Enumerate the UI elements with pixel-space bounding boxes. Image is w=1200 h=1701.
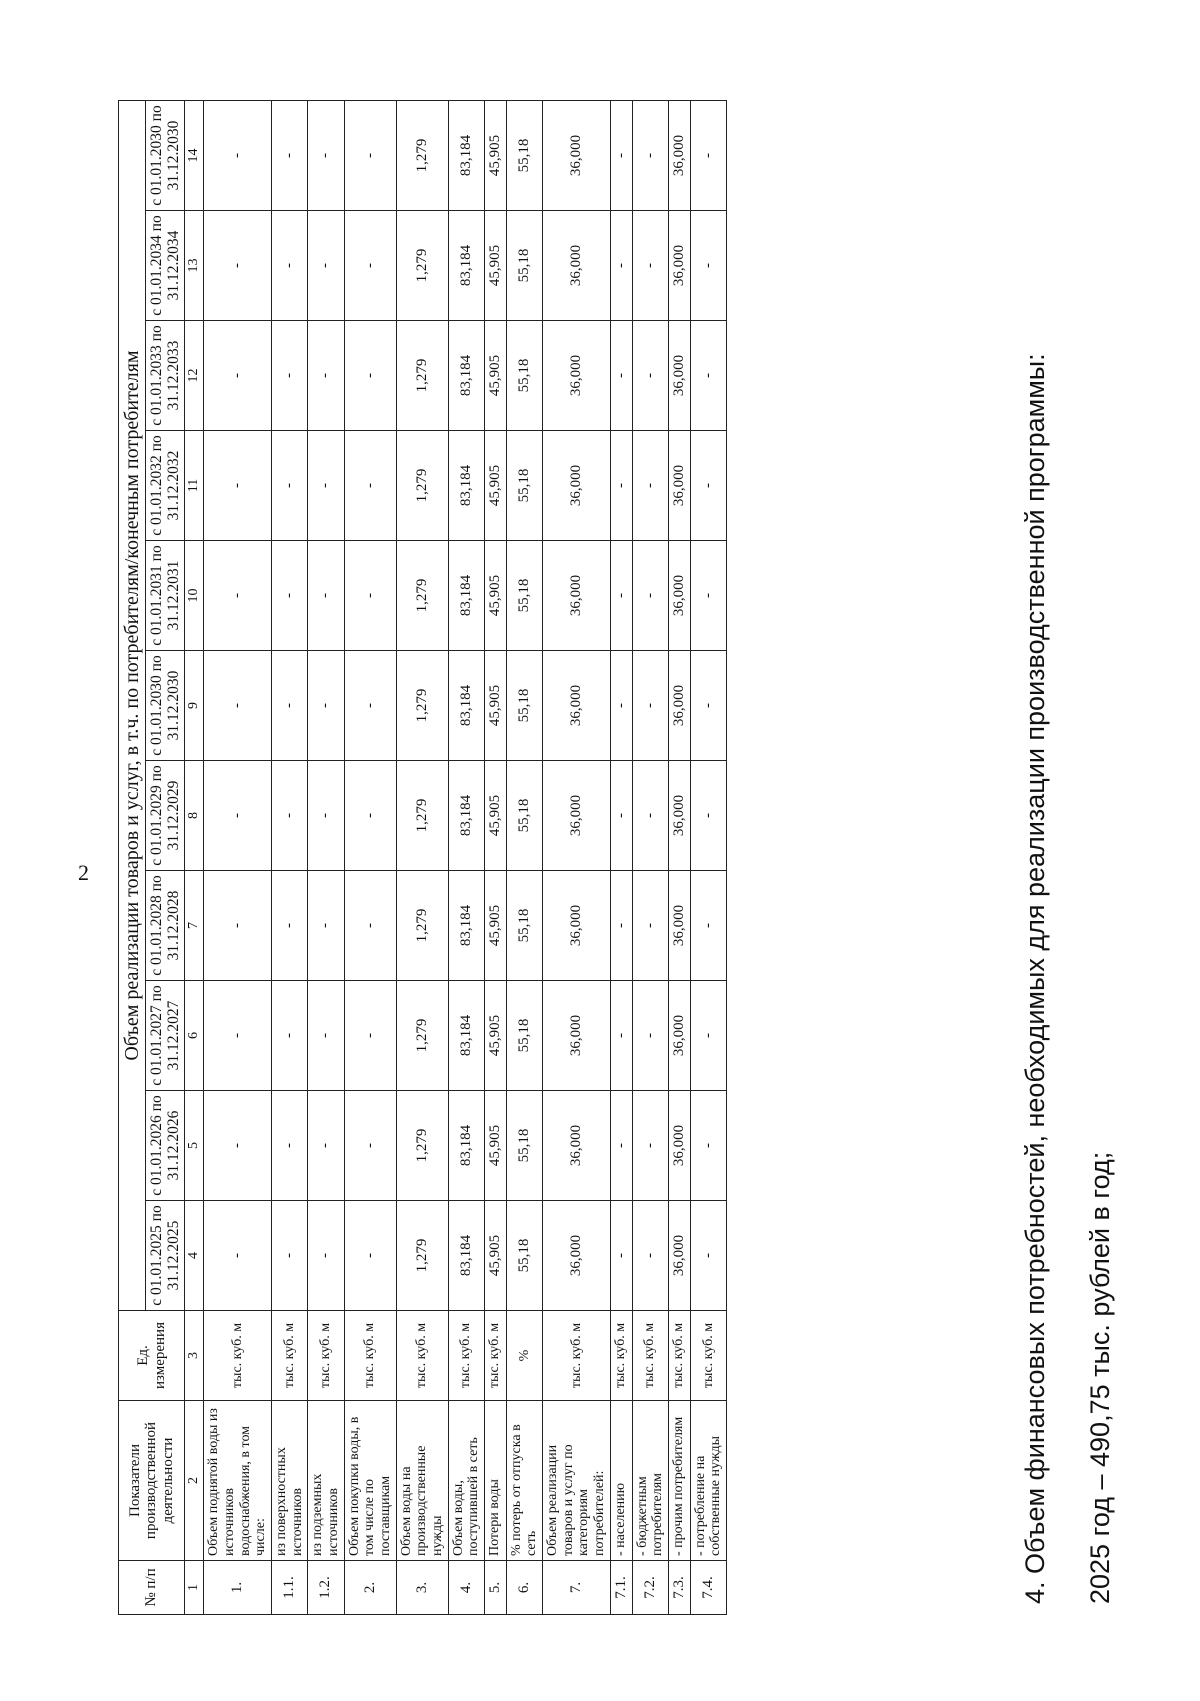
value-cell: 45,905 bbox=[484, 431, 506, 541]
value-cell: - bbox=[632, 431, 668, 541]
value-cell: - bbox=[271, 100, 307, 210]
value-cell: 36,000 bbox=[668, 211, 690, 321]
value-cell: 36,000 bbox=[543, 100, 611, 210]
row-number: 7.4. bbox=[690, 1561, 726, 1615]
value-cell: - bbox=[204, 651, 272, 761]
value-cell: - bbox=[690, 1091, 726, 1201]
value-cell: 83,184 bbox=[448, 541, 484, 651]
period-header: с 01.01.2030 по 31.12.2030 bbox=[146, 651, 185, 761]
period-header: с 01.01.2031 по 31.12.2031 bbox=[146, 541, 185, 651]
table-body bbox=[204, 100, 727, 1614]
value-cell: - bbox=[308, 211, 344, 321]
value-cell: - bbox=[610, 100, 632, 210]
column-number: 10 bbox=[185, 541, 204, 651]
column-number: 8 bbox=[185, 761, 204, 871]
row-label: - прочим потребителям bbox=[668, 1401, 690, 1561]
value-cell: 83,184 bbox=[448, 431, 484, 541]
value-cell: - bbox=[271, 431, 307, 541]
value-cell: - bbox=[632, 871, 668, 981]
row-label: Объем воды, поступившей в сеть bbox=[448, 1401, 484, 1561]
value-cell: 36,000 bbox=[543, 871, 611, 981]
column-number: 7 bbox=[185, 871, 204, 981]
column-number: 4 bbox=[185, 1201, 204, 1311]
value-cell: 1,279 bbox=[396, 321, 448, 431]
value-cell: 55,18 bbox=[506, 431, 542, 541]
value-cell: - bbox=[344, 761, 396, 871]
value-cell: - bbox=[344, 981, 396, 1091]
value-cell: 45,905 bbox=[484, 981, 506, 1091]
value-cell: 45,905 bbox=[484, 651, 506, 761]
header-volume-group: Объем реализации товаров и услуг, в т.ч. по потребителям/конечным потребителям bbox=[119, 100, 146, 1310]
value-cell: - bbox=[690, 431, 726, 541]
value-cell: 45,905 bbox=[484, 211, 506, 321]
value-cell: 1,279 bbox=[396, 651, 448, 761]
value-cell: - bbox=[632, 651, 668, 761]
value-cell: 55,18 bbox=[506, 1201, 542, 1311]
period-header: с 01.01.2025 по 31.12.2025 bbox=[146, 1201, 185, 1311]
value-cell: - bbox=[610, 541, 632, 651]
value-cell: - bbox=[344, 1091, 396, 1201]
value-cell: 36,000 bbox=[668, 431, 690, 541]
value-cell: 36,000 bbox=[543, 431, 611, 541]
row-number: 5. bbox=[484, 1561, 506, 1615]
value-cell: 1,279 bbox=[396, 431, 448, 541]
header-indicator: Показатели производственной деятельности bbox=[119, 1401, 185, 1561]
row-label: Объем реализации товаров и услуг по категориям потребителей: bbox=[543, 1401, 611, 1561]
column-number: 12 bbox=[185, 321, 204, 431]
value-cell: 1,279 bbox=[396, 981, 448, 1091]
column-number: 9 bbox=[185, 651, 204, 761]
value-cell: - bbox=[204, 321, 272, 431]
value-cell: - bbox=[610, 871, 632, 981]
value-cell: - bbox=[308, 100, 344, 210]
value-cell: 36,000 bbox=[668, 761, 690, 871]
value-cell: - bbox=[690, 871, 726, 981]
value-cell: - bbox=[308, 651, 344, 761]
row-number: 4. bbox=[448, 1561, 484, 1615]
value-cell: - bbox=[204, 431, 272, 541]
value-cell: - bbox=[308, 321, 344, 431]
value-cell: 45,905 bbox=[484, 1201, 506, 1311]
value-cell: 1,279 bbox=[396, 541, 448, 651]
row-unit: тыс. куб. м bbox=[484, 1311, 506, 1401]
row-unit: тыс. куб. м bbox=[204, 1311, 272, 1401]
period-header: с 01.01.2029 по 31.12.2029 bbox=[146, 761, 185, 871]
row-number: 1.1. bbox=[271, 1561, 307, 1615]
value-cell: 45,905 bbox=[484, 100, 506, 210]
value-cell: - bbox=[308, 541, 344, 651]
value-cell: 1,279 bbox=[396, 761, 448, 871]
value-cell: - bbox=[204, 1201, 272, 1311]
value-cell: - bbox=[271, 651, 307, 761]
rotated-page-content bbox=[0, 90, 1200, 1640]
column-number: 6 bbox=[185, 981, 204, 1091]
row-unit: тыс. куб. м bbox=[610, 1311, 632, 1401]
value-cell: - bbox=[632, 541, 668, 651]
value-cell: - bbox=[204, 761, 272, 871]
value-cell: 55,18 bbox=[506, 211, 542, 321]
value-cell: - bbox=[632, 100, 668, 210]
section-heading: 4. Объем финансовых потребностей, необходимых для реализации производственной программы: bbox=[1020, 353, 1050, 1604]
value-cell: - bbox=[204, 871, 272, 981]
row-label: из подземных источников bbox=[308, 1401, 344, 1561]
row-number: 1. bbox=[204, 1561, 272, 1615]
table-row bbox=[396, 100, 448, 1614]
value-cell: - bbox=[308, 1201, 344, 1311]
value-cell: 83,184 bbox=[448, 761, 484, 871]
row-number: 3. bbox=[396, 1561, 448, 1615]
period-header: с 01.01.2027 по 31.12.2027 bbox=[146, 981, 185, 1091]
value-cell: - bbox=[610, 761, 632, 871]
production-indicators-table bbox=[118, 100, 727, 1615]
value-cell: - bbox=[271, 981, 307, 1091]
header-unit: Ед. измерения bbox=[119, 1311, 185, 1401]
row-label: из поверхностных источников bbox=[271, 1401, 307, 1561]
value-cell: 83,184 bbox=[448, 651, 484, 761]
period-header: с 01.01.2032 по 31.12.2032 bbox=[146, 431, 185, 541]
value-cell: 45,905 bbox=[484, 761, 506, 871]
value-cell: - bbox=[632, 1201, 668, 1311]
value-cell: - bbox=[308, 431, 344, 541]
value-cell: - bbox=[204, 100, 272, 210]
value-cell: 45,905 bbox=[484, 541, 506, 651]
value-cell: 55,18 bbox=[506, 1091, 542, 1201]
value-cell: - bbox=[204, 541, 272, 651]
period-header: с 01.01.2033 по 31.12.2033 bbox=[146, 321, 185, 431]
table-row bbox=[448, 100, 484, 1614]
value-cell: - bbox=[690, 981, 726, 1091]
value-cell: 36,000 bbox=[668, 321, 690, 431]
value-cell: - bbox=[308, 871, 344, 981]
value-cell: 55,18 bbox=[506, 321, 542, 431]
table-row bbox=[632, 100, 668, 1614]
value-cell: 55,18 bbox=[506, 761, 542, 871]
value-cell: - bbox=[344, 321, 396, 431]
value-cell: 83,184 bbox=[448, 981, 484, 1091]
column-number: 11 bbox=[185, 431, 204, 541]
period-header: с 01.01.2026 по 31.12.2026 bbox=[146, 1091, 185, 1201]
value-cell: 55,18 bbox=[506, 981, 542, 1091]
value-cell: 1,279 bbox=[396, 871, 448, 981]
row-label: Потери воды bbox=[484, 1401, 506, 1561]
value-cell: 36,000 bbox=[543, 211, 611, 321]
value-cell: - bbox=[610, 981, 632, 1091]
value-cell: - bbox=[690, 1201, 726, 1311]
value-cell: 83,184 bbox=[448, 871, 484, 981]
value-cell: 83,184 bbox=[448, 1201, 484, 1311]
value-cell: - bbox=[271, 321, 307, 431]
value-cell: - bbox=[271, 1091, 307, 1201]
row-unit: % bbox=[506, 1311, 542, 1401]
value-cell: - bbox=[204, 211, 272, 321]
table-row bbox=[308, 100, 344, 1614]
value-cell: - bbox=[632, 321, 668, 431]
row-number: 7.3. bbox=[668, 1561, 690, 1615]
row-label: Объем воды на производственные нужды bbox=[396, 1401, 448, 1561]
value-cell: - bbox=[610, 651, 632, 761]
row-unit: тыс. куб. м bbox=[690, 1311, 726, 1401]
value-cell: 36,000 bbox=[668, 1091, 690, 1201]
period-header: с 01.01.2034 по 31.12.2034 bbox=[146, 211, 185, 321]
value-cell: 83,184 bbox=[448, 1091, 484, 1201]
table-row bbox=[271, 100, 307, 1614]
row-label: - населению bbox=[610, 1401, 632, 1561]
value-cell: - bbox=[632, 211, 668, 321]
row-label: - бюджетным потребителям bbox=[632, 1401, 668, 1561]
value-cell: - bbox=[632, 981, 668, 1091]
row-unit: тыс. куб. м bbox=[632, 1311, 668, 1401]
value-cell: 36,000 bbox=[668, 651, 690, 761]
value-cell: 1,279 bbox=[396, 100, 448, 210]
value-cell: 1,279 bbox=[396, 211, 448, 321]
value-cell: - bbox=[690, 100, 726, 210]
value-cell: - bbox=[344, 100, 396, 210]
column-number: 3 bbox=[185, 1311, 204, 1401]
value-cell: 36,000 bbox=[543, 651, 611, 761]
value-cell: - bbox=[271, 761, 307, 871]
value-cell: 36,000 bbox=[543, 541, 611, 651]
value-cell: - bbox=[344, 211, 396, 321]
table-row bbox=[690, 100, 726, 1614]
value-cell: 36,000 bbox=[543, 321, 611, 431]
value-cell: - bbox=[204, 1091, 272, 1201]
value-cell: 83,184 bbox=[448, 211, 484, 321]
table-row bbox=[344, 100, 396, 1614]
row-number: 2. bbox=[344, 1561, 396, 1615]
value-cell: - bbox=[690, 321, 726, 431]
value-cell: - bbox=[690, 651, 726, 761]
value-cell: - bbox=[271, 211, 307, 321]
value-cell: 36,000 bbox=[668, 541, 690, 651]
column-number: 1 bbox=[185, 1561, 204, 1615]
value-cell: 36,000 bbox=[543, 981, 611, 1091]
table-row bbox=[543, 100, 611, 1614]
row-number: 7. bbox=[543, 1561, 611, 1615]
value-cell: - bbox=[632, 761, 668, 871]
value-cell: - bbox=[610, 431, 632, 541]
row-unit: тыс. куб. м bbox=[396, 1311, 448, 1401]
row-unit: тыс. куб. м bbox=[344, 1311, 396, 1401]
column-number: 14 bbox=[185, 100, 204, 210]
row-unit: тыс. куб. м bbox=[271, 1311, 307, 1401]
value-cell: - bbox=[632, 1091, 668, 1201]
value-cell: - bbox=[344, 431, 396, 541]
value-cell: 36,000 bbox=[668, 100, 690, 210]
column-number: 13 bbox=[185, 211, 204, 321]
value-cell: 36,000 bbox=[668, 981, 690, 1091]
value-cell: 55,18 bbox=[506, 651, 542, 761]
row-label: Объем поднятой воды из источников водоснабжения, в том числе: bbox=[204, 1401, 272, 1561]
value-cell: - bbox=[690, 761, 726, 871]
row-label: Объем покупки воды, в том числе по поставщикам bbox=[344, 1401, 396, 1561]
value-cell: 83,184 bbox=[448, 321, 484, 431]
value-cell: - bbox=[610, 1091, 632, 1201]
value-cell: 36,000 bbox=[668, 871, 690, 981]
value-cell: 55,18 bbox=[506, 541, 542, 651]
value-cell: - bbox=[610, 211, 632, 321]
value-cell: - bbox=[344, 541, 396, 651]
value-cell: - bbox=[610, 1201, 632, 1311]
table-row bbox=[204, 100, 272, 1614]
page-number: 2 bbox=[78, 860, 89, 885]
table-row bbox=[610, 100, 632, 1614]
value-cell: 45,905 bbox=[484, 321, 506, 431]
value-cell: - bbox=[308, 981, 344, 1091]
value-cell: 83,184 bbox=[448, 100, 484, 210]
value-cell: - bbox=[690, 211, 726, 321]
column-number: 2 bbox=[185, 1401, 204, 1561]
row-number: 7.1. bbox=[610, 1561, 632, 1615]
value-cell: - bbox=[271, 871, 307, 981]
row-unit: тыс. куб. м bbox=[543, 1311, 611, 1401]
value-cell: 45,905 bbox=[484, 1091, 506, 1201]
table-row bbox=[668, 100, 690, 1614]
value-cell: - bbox=[344, 651, 396, 761]
header-num: № п/п bbox=[119, 1561, 185, 1615]
value-cell: 55,18 bbox=[506, 871, 542, 981]
value-cell: 36,000 bbox=[543, 1091, 611, 1201]
value-cell: 36,000 bbox=[543, 1201, 611, 1311]
value-cell: - bbox=[308, 1091, 344, 1201]
value-cell: - bbox=[610, 321, 632, 431]
period-header: с 01.01.2028 по 31.12.2028 bbox=[146, 871, 185, 981]
value-cell: - bbox=[271, 541, 307, 651]
period-header: с 01.01.2030 по 31.12.2030 bbox=[146, 100, 185, 210]
value-cell: 1,279 bbox=[396, 1091, 448, 1201]
row-number: 1.2. bbox=[308, 1561, 344, 1615]
value-cell: - bbox=[690, 541, 726, 651]
value-cell: - bbox=[204, 981, 272, 1091]
table-row bbox=[506, 100, 542, 1614]
row-unit: тыс. куб. м bbox=[448, 1311, 484, 1401]
column-number-row bbox=[185, 100, 204, 1614]
value-cell: - bbox=[271, 1201, 307, 1311]
value-cell: 1,279 bbox=[396, 1201, 448, 1311]
row-unit: тыс. куб. м bbox=[308, 1311, 344, 1401]
value-cell: 36,000 bbox=[543, 761, 611, 871]
row-label: - потребление на собственные нужды bbox=[690, 1401, 726, 1561]
value-cell: 55,18 bbox=[506, 100, 542, 210]
value-cell: - bbox=[344, 1201, 396, 1311]
row-number: 7.2. bbox=[632, 1561, 668, 1615]
row-unit: тыс. куб. м bbox=[668, 1311, 690, 1401]
row-label: % потерь от отпуска в сеть bbox=[506, 1401, 542, 1561]
column-number: 5 bbox=[185, 1091, 204, 1201]
table-row bbox=[484, 100, 506, 1614]
value-cell: 45,905 bbox=[484, 871, 506, 981]
value-cell: 36,000 bbox=[668, 1201, 690, 1311]
row-number: 6. bbox=[506, 1561, 542, 1615]
value-cell: - bbox=[308, 761, 344, 871]
value-cell: - bbox=[344, 871, 396, 981]
financial-need-line: 2025 год – 490,75 тыс. рублей в год; bbox=[1085, 1151, 1115, 1604]
